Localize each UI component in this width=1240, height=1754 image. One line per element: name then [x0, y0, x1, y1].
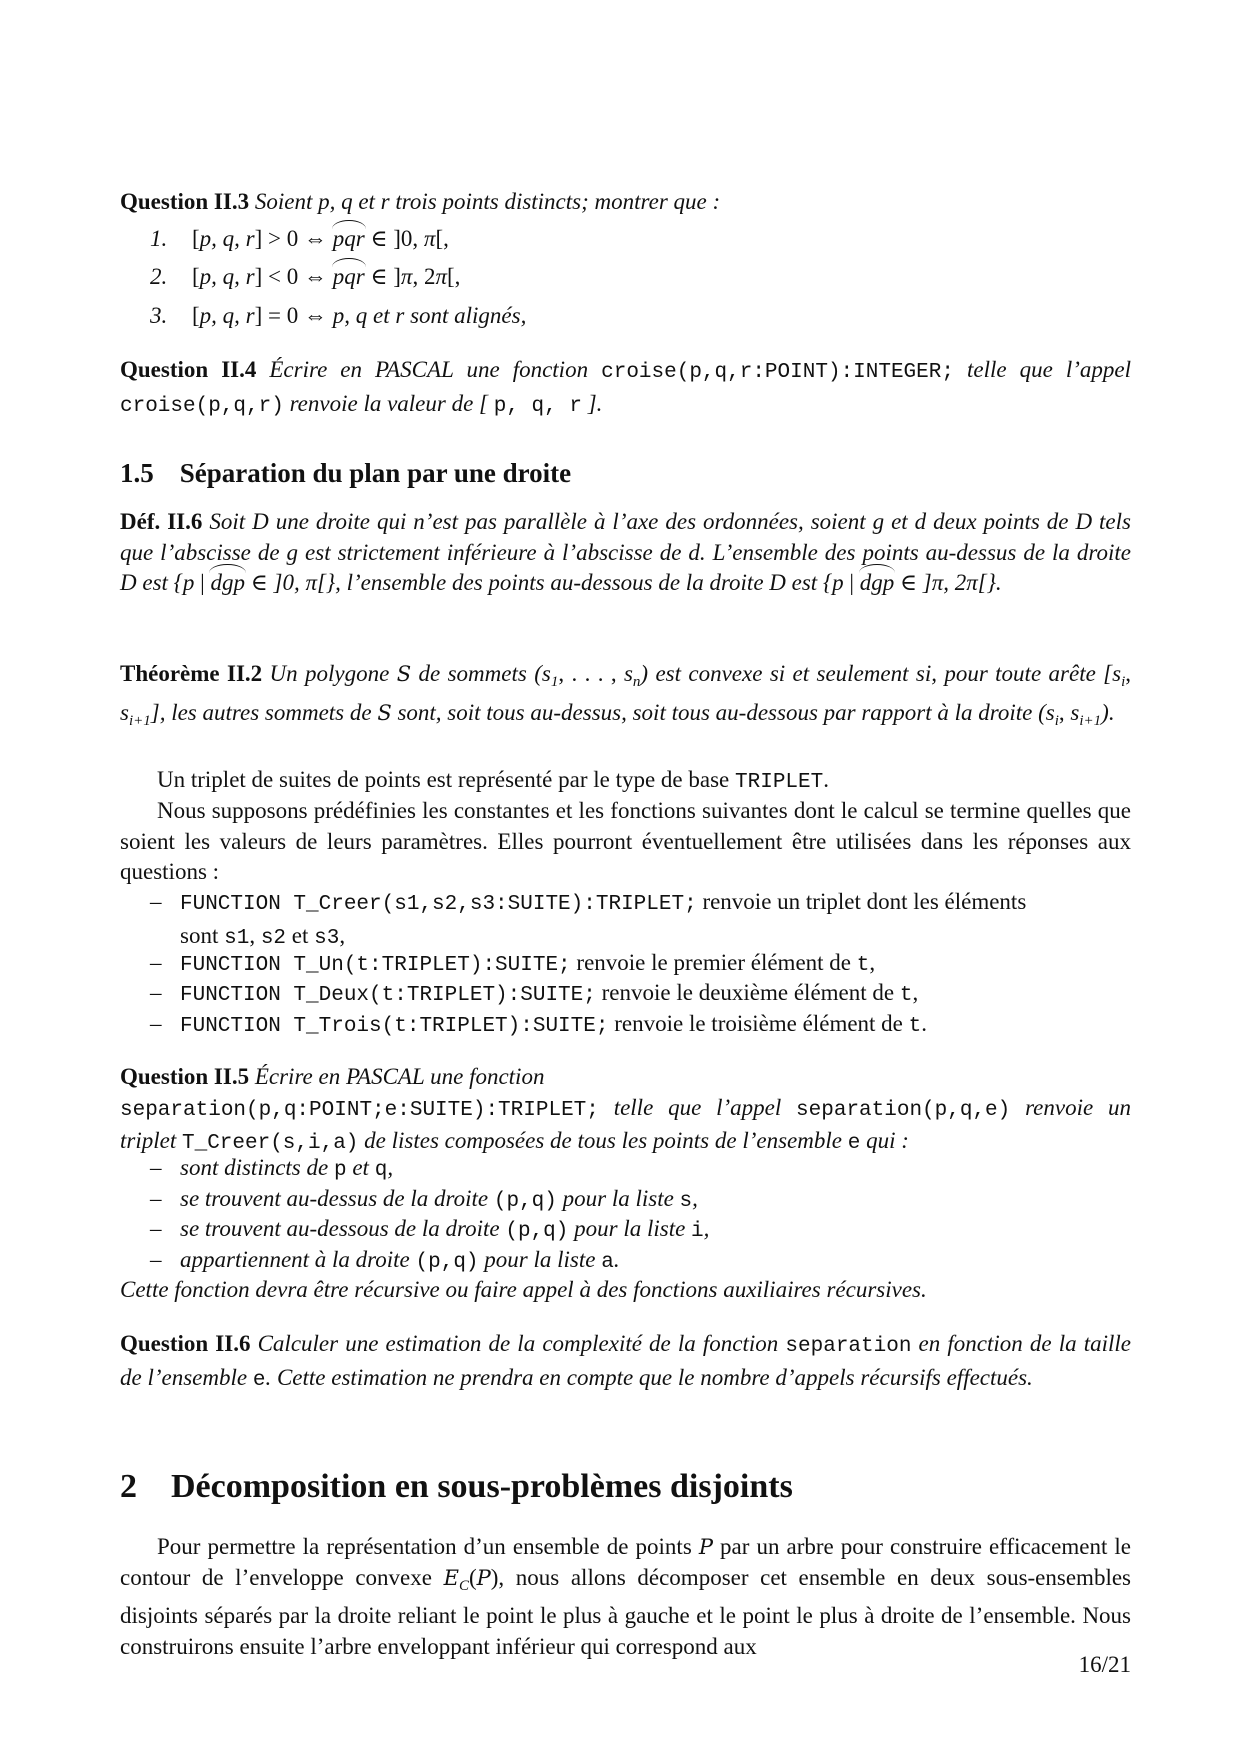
text-run: , . . . , — [558, 661, 624, 686]
dash: – — [150, 980, 162, 1005]
text-run: renvoie le troisième élément de — [608, 1011, 909, 1036]
text-run: Écrire en PASCAL une fonction — [256, 357, 602, 382]
text-run: E — [443, 1565, 459, 1590]
text-run: i — [1121, 674, 1126, 690]
text-run: ), nous allons décomposer cet ensemble en deux sous-ensembles disjoints séparés par la droite reliant le point le plus à gauche et le point le plus à droite de l’ensemble. Nous construirons ensuite l’arbre enveloppant inférieur qui correspond aux — [120, 1564, 1131, 1659]
text-run: ∈ ]0, π[}, l’ensemble des points au-dessous de la droite D est { — [244, 570, 833, 595]
text-run: sont, soit tous au-dessus, soit tous au-dessous par rapport à la droite ( — [391, 699, 1046, 725]
text-run: C — [458, 1577, 469, 1594]
text-run: p, q, r — [199, 264, 255, 289]
text-run: croise(p,q,r) — [120, 394, 284, 418]
text-run: s — [679, 1190, 693, 1213]
list-item — [150, 224, 1130, 255]
text-run: T_Creer(s,i,a) — [181, 1132, 359, 1155]
list-item — [150, 1214, 1130, 1248]
text-run: renvoie un triplet — [120, 1094, 1131, 1153]
text-run: S — [377, 700, 392, 725]
list-item — [150, 1153, 1130, 1187]
text-run: qui : — [860, 1128, 909, 1153]
section-title: Séparation du plan par une droite — [179, 458, 572, 488]
text-run: s1 — [224, 926, 250, 950]
text-run: , — [249, 922, 261, 948]
text-run: ], les autres sommets de — [150, 699, 378, 725]
text-run: ] < 0 ⇔ — [254, 264, 333, 289]
text-run: P — [476, 1565, 491, 1590]
text-run: | — [194, 570, 211, 595]
text-run: 1 — [550, 674, 559, 690]
text-run: separation(p,q,e) — [796, 1098, 1011, 1122]
question-label: Question II.3 — [120, 189, 250, 214]
text-run: pqr — [332, 264, 365, 289]
text-run: s — [1070, 699, 1080, 725]
text-run: s2 — [260, 926, 287, 950]
text-run: . Cette estimation ne prendra en compte que le nombre d’appels récursifs effectués. — [265, 1364, 1033, 1390]
text-run: ∈ ]π, 2π[}. — [894, 570, 1002, 595]
text-run: S — [396, 662, 412, 686]
text-run: [ — [192, 264, 200, 289]
text-run: P — [698, 1535, 713, 1559]
question-ii-5-closing — [120, 1275, 1131, 1306]
text-run: , 2 — [412, 264, 436, 289]
text-run: [, — [435, 226, 449, 251]
text-run: . — [823, 767, 829, 792]
list-item — [150, 1184, 1130, 1218]
text-run: (p,q) — [415, 1251, 479, 1274]
text-run: p — [832, 570, 844, 595]
text-run: [ — [192, 226, 200, 251]
text-run: , — [387, 1155, 394, 1180]
text-run: et — [286, 922, 315, 948]
text-run: TRIPLET — [735, 771, 824, 794]
text-run: appartiennent à la droite — [180, 1247, 416, 1272]
text-run: se trouvent au-dessous de la droite — [180, 1216, 506, 1241]
text-run: s — [1045, 699, 1055, 725]
question-ii-4 — [120, 355, 1131, 422]
text-run: t — [899, 984, 913, 1007]
text-run: Pour permettre la représentation d’un ensemble de points — [157, 1534, 699, 1559]
item-number: 3. — [150, 303, 168, 328]
text-run: (p,q) — [505, 1220, 569, 1243]
text-run: p, q, r — [199, 226, 255, 251]
definition-ii-6 — [120, 507, 1131, 599]
text-run: s3 — [314, 926, 340, 950]
paragraph-predefined — [120, 796, 1131, 888]
text-run: FUNCTION T_Deux(t:TRIPLET):SUITE; — [180, 984, 596, 1007]
text-run: (p,q) — [493, 1190, 557, 1213]
text-run: en fonction de la taille de l’ensemble — [120, 1331, 1131, 1390]
item-number: 1. — [150, 226, 168, 251]
text-run: ] > 0 ⇔ — [254, 226, 333, 251]
text-run: s — [541, 661, 551, 686]
dash: – — [150, 1216, 162, 1241]
text-run: , — [1125, 661, 1131, 686]
section-title: Décomposition en sous-problèmes disjoints — [171, 1468, 793, 1505]
text-run: Théorème II.2 — [120, 661, 263, 686]
function-item — [150, 887, 1130, 954]
page-number: 16/21 — [1078, 1652, 1131, 1677]
item-number: 2. — [150, 264, 168, 289]
text-run: Déf. II.6 — [120, 509, 203, 534]
text-run: , — [869, 950, 876, 975]
text-run: ) est convexe si et seulement si, pour toute arête [ — [640, 661, 1113, 686]
text-run: croise(p,q,r:POINT):INTEGER; — [601, 361, 954, 384]
text-run: t — [856, 954, 870, 977]
text-run: e — [252, 1368, 266, 1392]
question-ii-3 — [120, 187, 1131, 218]
text-run: s — [623, 661, 633, 686]
text-run: telle que l’appel — [598, 1094, 797, 1120]
text-run: pour la liste — [556, 1186, 680, 1211]
list-item — [150, 1245, 1130, 1279]
section-number: 2 — [120, 1468, 137, 1505]
text-run: FUNCTION T_Un(t:TRIPLET):SUITE; — [180, 954, 571, 977]
text-run: t — [908, 1015, 922, 1038]
dash: – — [150, 889, 162, 914]
text-run: p, q, r — [199, 303, 255, 328]
text-run: s — [120, 699, 129, 725]
text-run: π — [435, 264, 447, 289]
text-run: Un polygone — [262, 661, 397, 686]
list-item — [150, 262, 1130, 293]
text-run: ∈ ] — [364, 264, 401, 289]
text-run: sont — [180, 922, 225, 948]
text-run: ). — [1101, 699, 1115, 725]
text-run: ] = 0 ⇔ — [254, 303, 333, 328]
text-run: i — [691, 1220, 704, 1243]
text-run: . — [613, 1247, 620, 1272]
text-run: par un arbre pour construire efficacement le contour de l’enveloppe convexe — [120, 1534, 1131, 1590]
text-run: p — [182, 570, 195, 595]
question-ii-6 — [120, 1329, 1131, 1396]
text-run: pour la liste — [568, 1216, 692, 1241]
text-run: ]. — [581, 390, 603, 416]
text-run: Soit D une droite qui n’est pas parallèle à l’axe des ordonnées, soient g et d deux points de D tels que l’abscisse de g est strictement inférieure à l’abscisse de d. L’ensemble des points au-dessus de la droite D est { — [120, 509, 1131, 595]
text-run: de sommets ( — [411, 661, 542, 686]
dash: – — [150, 1155, 162, 1180]
text-run: [, — [446, 264, 461, 289]
text-run: renvoie la valeur de [ — [283, 390, 494, 416]
text-run: Un triplet de suites de points est représenté par le type de base — [157, 767, 736, 792]
text-run: Soient p, q et r trois points distincts; montrer que : — [254, 189, 721, 214]
text-run: Cette fonction devra être récursive ou faire appel à des fonctions auxiliaires récursives. — [120, 1277, 927, 1302]
text-run: ∈ ]0, — [364, 226, 424, 251]
text-run: | — [843, 570, 860, 595]
dash: – — [150, 950, 162, 975]
text-run: , — [912, 980, 919, 1005]
text-run: ( — [468, 1564, 477, 1590]
text-run: i+1 — [1079, 712, 1102, 729]
section-heading-2 — [120, 1467, 793, 1507]
section-heading-1-5 — [120, 456, 571, 490]
text-run: dgp — [859, 570, 895, 595]
text-run: [ — [192, 303, 200, 328]
text-run: p — [333, 1159, 347, 1182]
text-run: Nous supposons prédéfinies les constantes et les fonctions suivantes dont le calcul se termine quelles que soient les valeurs de leurs paramètres. Elles pourront éventuellement être utilisées dans les réponses aux questions : — [120, 798, 1131, 884]
paragraph-section-2 — [120, 1532, 1131, 1662]
text-run: separation(p,q:POINT;e:SUITE):TRIPLET; — [120, 1098, 599, 1122]
text-run: FUNCTION T_Trois(t:TRIPLET):SUITE; — [180, 1015, 609, 1038]
text-run: renvoie le premier élément de — [570, 950, 857, 975]
text-run: π — [400, 264, 413, 289]
dash: – — [150, 1247, 162, 1272]
text-run: pour la liste — [478, 1247, 602, 1272]
text-run: Calculer une estimation de la complexité de la fonction — [250, 1331, 786, 1356]
text-run: , — [1058, 699, 1071, 725]
function-item — [150, 1009, 1130, 1043]
text-run: π — [423, 226, 436, 251]
text-run: s — [1112, 661, 1122, 686]
text-run: de listes composées de tous les points de l’ensemble — [358, 1128, 848, 1153]
text-run: se trouvent au-dessus de la droite — [180, 1186, 494, 1211]
text-run: , — [703, 1216, 710, 1241]
text-run: a — [601, 1251, 614, 1274]
text-run: dgp — [210, 570, 245, 595]
text-run: Question II.6 — [120, 1331, 251, 1356]
function-item — [150, 978, 1130, 1012]
text-run: Question II.5 — [120, 1064, 250, 1089]
section-number: 1.5 — [120, 458, 154, 488]
text-run: p, q, r — [493, 394, 582, 418]
list-item — [150, 301, 1130, 332]
function-item — [150, 948, 1130, 982]
paragraph-triplet — [120, 765, 1131, 799]
text-run: separation — [785, 1335, 912, 1358]
text-run: pqr — [332, 226, 365, 251]
question-ii-5 — [120, 1062, 1131, 1160]
text-run: n — [632, 674, 641, 690]
text-run: , — [339, 922, 346, 948]
text-run: FUNCTION T_Creer(s1,s2,s3:SUITE):TRIPLET; — [180, 893, 697, 916]
text-run: sont distincts de — [180, 1155, 334, 1180]
text-run: renvoie un triplet dont les éléments — [696, 889, 1027, 914]
theorem-ii-2 — [120, 659, 1131, 736]
text-run: renvoie le deuxième élément de — [595, 980, 900, 1005]
text-run: Écrire en PASCAL une fonction — [249, 1064, 545, 1089]
text-run: i+1 — [128, 712, 151, 729]
text-run: e — [847, 1132, 861, 1155]
text-run: . — [921, 1011, 928, 1036]
text-run: et — [346, 1155, 375, 1180]
text-run: telle que l’appel — [953, 357, 1131, 382]
dash: – — [150, 1011, 162, 1036]
text-run: i — [1054, 712, 1059, 729]
text-run: p, q et r sont alignés, — [332, 303, 527, 328]
text-run: q — [374, 1159, 388, 1182]
text-run: , — [692, 1186, 698, 1211]
text-run: Question II.4 — [120, 357, 257, 382]
dash: – — [150, 1186, 162, 1211]
